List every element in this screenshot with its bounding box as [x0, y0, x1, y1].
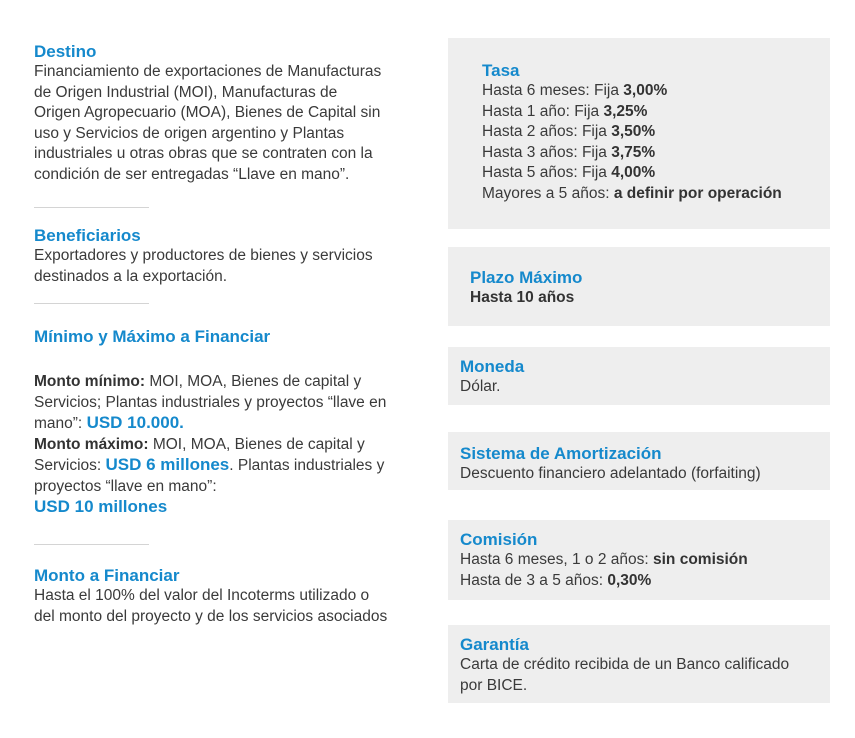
tasa-row [482, 184, 830, 205]
tasa-title: Tasa [482, 61, 520, 80]
destino-title: Destino [34, 42, 97, 61]
plazo-value-line [470, 288, 830, 309]
garantia-title: Garantía [460, 635, 529, 654]
min-label: Monto mínimo: [34, 373, 146, 390]
comision-title: Comisión [460, 530, 538, 549]
max-text: . Plantas industriales y [229, 457, 385, 474]
min-text: MOI, MOA, Bienes de capital y [145, 373, 362, 390]
tasa-row [482, 102, 830, 123]
section-beneficiarios [34, 226, 419, 287]
card-garantia [448, 625, 830, 703]
tasa-value: 3,75% [611, 143, 656, 161]
min-line [34, 372, 419, 393]
minmax-title: Mínimo y Máximo a Financiar [34, 327, 271, 346]
max-label: Monto máximo: [34, 435, 149, 453]
comision-row [460, 571, 830, 592]
plazo-value: Hasta 10 años [470, 289, 575, 306]
beneficiarios-line: destinados a la exportación. [34, 267, 228, 285]
comision-value: sin comisión [653, 551, 748, 568]
tasa-value: 3,00% [623, 82, 668, 99]
monto-title: Monto a Financiar [34, 566, 180, 585]
card-plazo [448, 247, 830, 326]
moneda-title: Moneda [460, 357, 525, 376]
tasa-value: 3,50% [611, 123, 656, 140]
max-text: Servicios: [34, 457, 106, 474]
section-min-max [34, 327, 419, 519]
comision-label: Hasta 6 meses, 1 o 2 años: [460, 551, 653, 568]
min-line [34, 413, 419, 435]
tasa-value: a definir por operación [613, 184, 782, 202]
section-monto [34, 566, 419, 627]
divider [34, 303, 149, 304]
tasa-label: Hasta 5 años: Fija [482, 164, 612, 181]
tasa-value: 4,00% [611, 164, 656, 181]
plazo-title: Plazo Máximo [470, 268, 583, 287]
tasa-label: Hasta 1 año: Fija [482, 102, 604, 120]
max-line: proyectos “llave en mano”: [34, 477, 217, 495]
sistema-value: Descuento financiero adelantado (forfaiting) [460, 465, 761, 482]
max-line [34, 497, 419, 519]
card-moneda [448, 347, 830, 405]
min-text: mano”: [34, 415, 87, 432]
max-value-2: USD 10 millones [34, 497, 168, 516]
divider [34, 544, 149, 545]
moneda-value: Dólar. [460, 378, 501, 395]
comision-label: Hasta de 3 a 5 años: [460, 571, 608, 589]
garantia-line: Carta de crédito recibida de un Banco calificado [460, 656, 790, 673]
monto-line: Hasta el 100% del valor del Incoterms utilizado o [34, 587, 370, 604]
card-comision [448, 520, 830, 600]
card-sistema [448, 432, 830, 490]
beneficiarios-title: Beneficiarios [34, 226, 141, 245]
destino-line: Origen Agropecuario (MOA), Bienes de Capital sin [34, 104, 381, 121]
destino-line: Financiamiento de exportaciones de Manufacturas [34, 63, 382, 80]
max-text: MOI, MOA, Bienes de capital y [148, 435, 365, 453]
sistema-title: Sistema de Amortización [460, 444, 662, 463]
destino-line: uso y Servicios de origen argentino y Plantas [34, 124, 345, 142]
tasa-value: 3,25% [603, 102, 648, 120]
tasa-label: Mayores a 5 años: [482, 184, 614, 202]
destino-line: condición de ser entregadas “Llave en mano”. [34, 165, 350, 183]
monto-line: del monto del proyecto y de los servicios asociados [34, 607, 388, 625]
tasa-row [482, 122, 830, 143]
comision-value: 0,30% [607, 571, 652, 589]
section-destino [34, 42, 419, 185]
max-value-1: USD 6 millones [105, 455, 230, 474]
tasa-row [482, 143, 830, 164]
destino-line: industriales u otras obras que se contraten con la [34, 145, 373, 162]
tasa-row [482, 163, 830, 184]
max-line [34, 435, 419, 456]
tasa-label: Hasta 3 años: Fija [482, 143, 612, 161]
garantia-line: por BICE. [460, 676, 528, 694]
comision-row [460, 550, 830, 571]
beneficiarios-line: Exportadores y productores de bienes y servicios [34, 247, 373, 264]
min-line: Servicios; Plantas industriales y proyectos “llave en [34, 393, 387, 411]
tasa-label: Hasta 2 años: Fija [482, 123, 612, 140]
divider [34, 207, 149, 208]
tasa-row [482, 81, 830, 102]
min-value: USD 10.000. [86, 413, 184, 432]
destino-line: de Origen Industrial (MOI), Manufacturas de [34, 83, 338, 101]
max-line [34, 455, 419, 477]
card-tasa [448, 38, 830, 229]
tasa-label: Hasta 6 meses: Fija [482, 82, 624, 99]
